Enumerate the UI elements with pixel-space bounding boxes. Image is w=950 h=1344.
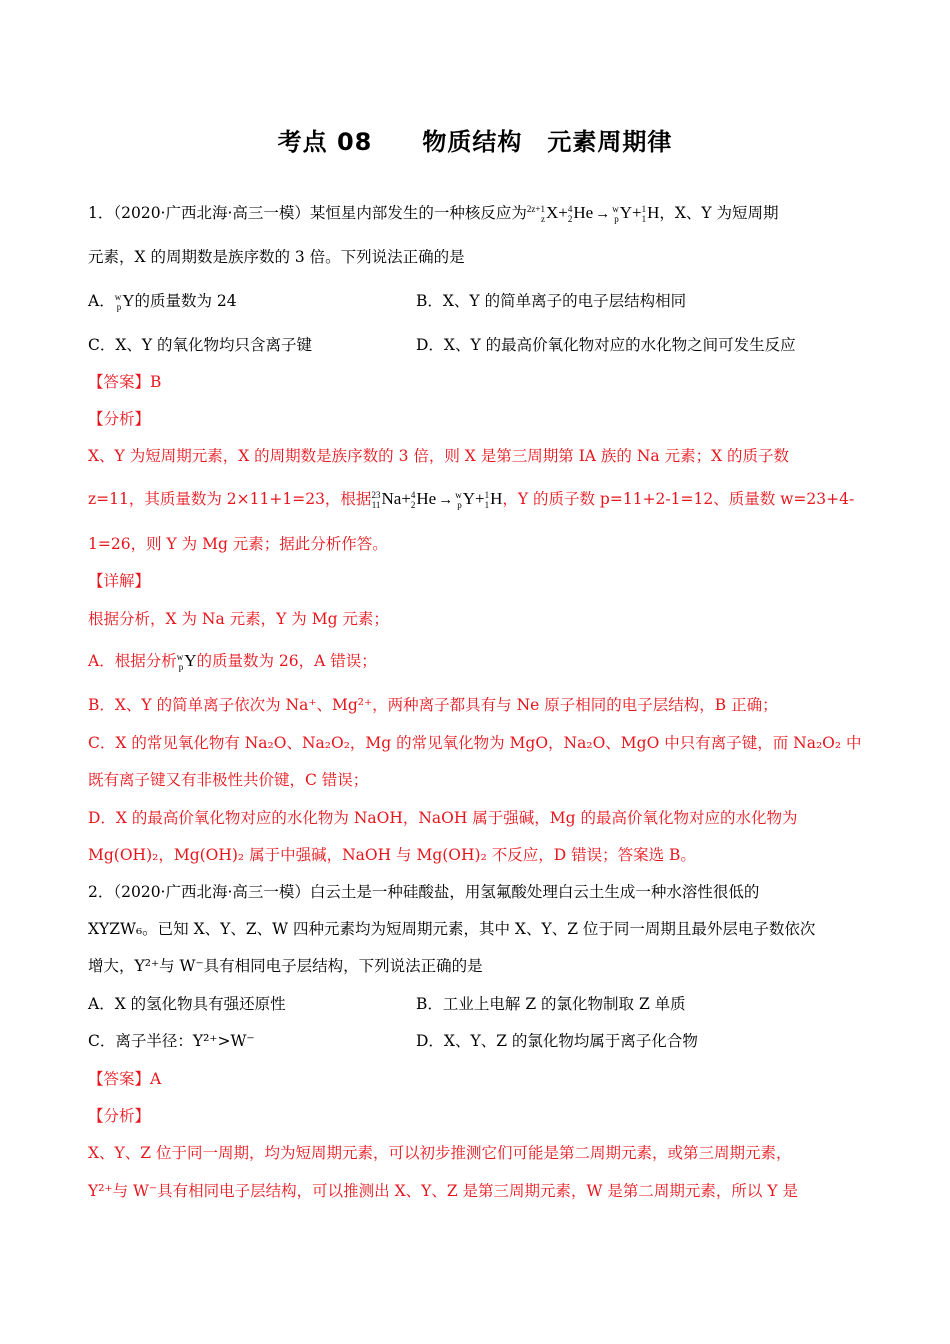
q1-detail-d1: D．X 的最高价氧化物对应的水化物为 NaOH，NaOH 属于强碱，Mg 的最高价氧化物对应的水化物为: [88, 809, 798, 827]
nuclear-equation: 2z+1 z X+ 4 2 He → w p Y+ 1 1 H: [526, 203, 660, 225]
q2-stem-line3: 增大，Y²⁺与 W⁻具有相同电子层结构，下列说法正确的是: [88, 957, 483, 975]
page-title: 考点 08 物质结构 元素周期律: [277, 128, 673, 156]
q2-analysis-line2: Y²⁺与 W⁻具有相同电子层结构，可以推测出 X、Y、Z 是第三周期元素，W 是第二周期元素，所以 Y 是: [88, 1182, 799, 1200]
q2-analysis-tag: 【分析】: [88, 1107, 151, 1125]
q1-stem-line1: [88, 202, 868, 225]
q1-detail-tag: 【详解】: [88, 572, 151, 590]
q1-option-b: B．X、Y 的简单离子的电子层结构相同: [416, 292, 687, 310]
q1-detail-line1: 根据分析，X 为 Na 元素，Y 为 Mg 元素；: [88, 610, 389, 628]
q1-option-a: A． w p Y的质量数为 24: [88, 291, 237, 313]
q1-option-c: C．X、Y 的氧化物均只含离子键: [88, 336, 313, 354]
q1-detail-c1: C．X 的常见氧化物有 Na₂O、Na₂O₂，Mg 的常见氧化物为 MgO，Na₂O、MgO 中只有离子键，而 Na₂O₂ 中: [88, 734, 862, 752]
q2-option-a: A．X 的氢化物具有强还原性: [88, 995, 286, 1013]
q2-option-b: B．工业上电解 Z 的氯化物制取 Z 单质: [416, 995, 686, 1013]
q1-detail-d2: Mg(OH)₂，Mg(OH)₂ 属于中强碱，NaOH 与 Mg(OH)₂ 不反应，D 错误；答案选 B。: [88, 846, 696, 864]
q1-analysis-line1: X、Y 为短周期元素，X 的周期数是族序数的 3 倍，则 X 是第三周期第 IA 族的 Na 元素；X 的质子数: [88, 447, 790, 465]
q1-stem-text: 1．（2020·广西北海·高三一模）某恒星内部发生的一种核反应为: [88, 204, 527, 222]
q1-stem-text-2: ，X、Y 为短周期: [659, 204, 779, 222]
q1-analysis-line3: 1=26，则 Y 为 Mg 元素；据此分析作答。: [88, 535, 388, 553]
q1-option-d: D．X、Y 的最高价氧化物对应的水化物之间可发生反应: [416, 336, 796, 354]
q1-stem-line2: 元素，X 的周期数是族序数的 3 倍。下列说法正确的是: [88, 248, 465, 266]
q1-detail-a: A．根据分析 w p Y的质量数为 26，A 错误；: [88, 651, 377, 673]
q2-analysis-line1: X、Y、Z 位于同一周期，均为短周期元素，可以初步推测它们可能是第二周期元素，或第三周期元素，: [88, 1144, 792, 1162]
q2-answer: 【答案】A: [88, 1070, 162, 1088]
q2-stem-line2: XYZW₆。已知 X、Y、Z、W 四种元素均为短周期元素，其中 X、Y、Z 位于同一周期且最外层电子数依次: [88, 920, 816, 938]
q1-detail-b: B．X、Y 的简单离子依次为 Na⁺、Mg²⁺，两种离子都具有与 Ne 原子相同的电子层结构，B 正确；: [88, 696, 778, 714]
q2-option-d: D．X、Y、Z 的氯化物均属于离子化合物: [416, 1032, 698, 1050]
q1-answer: 【答案】B: [88, 373, 162, 391]
q2-stem-line1: 2．（2020·广西北海·高三一模）白云土是一种硅酸盐，用氢氟酸处理白云土生成一种水溶性很低的: [88, 883, 760, 901]
q1-analysis-tag: 【分析】: [88, 410, 151, 428]
q1-analysis-line2: z=11，其质量数为 2×11+1=23，根据 23 11 Na+ 4 2 He → w p Y+ 1 1 H，Y 的质子数 p=11+2-1=12、质量数 w=23+4-: [88, 489, 855, 511]
q2-option-c: C．离子半径：Y²⁺>W⁻: [88, 1032, 255, 1050]
q1-detail-c2: 既有离子键又有非极性共价键，C 错误；: [88, 771, 369, 789]
